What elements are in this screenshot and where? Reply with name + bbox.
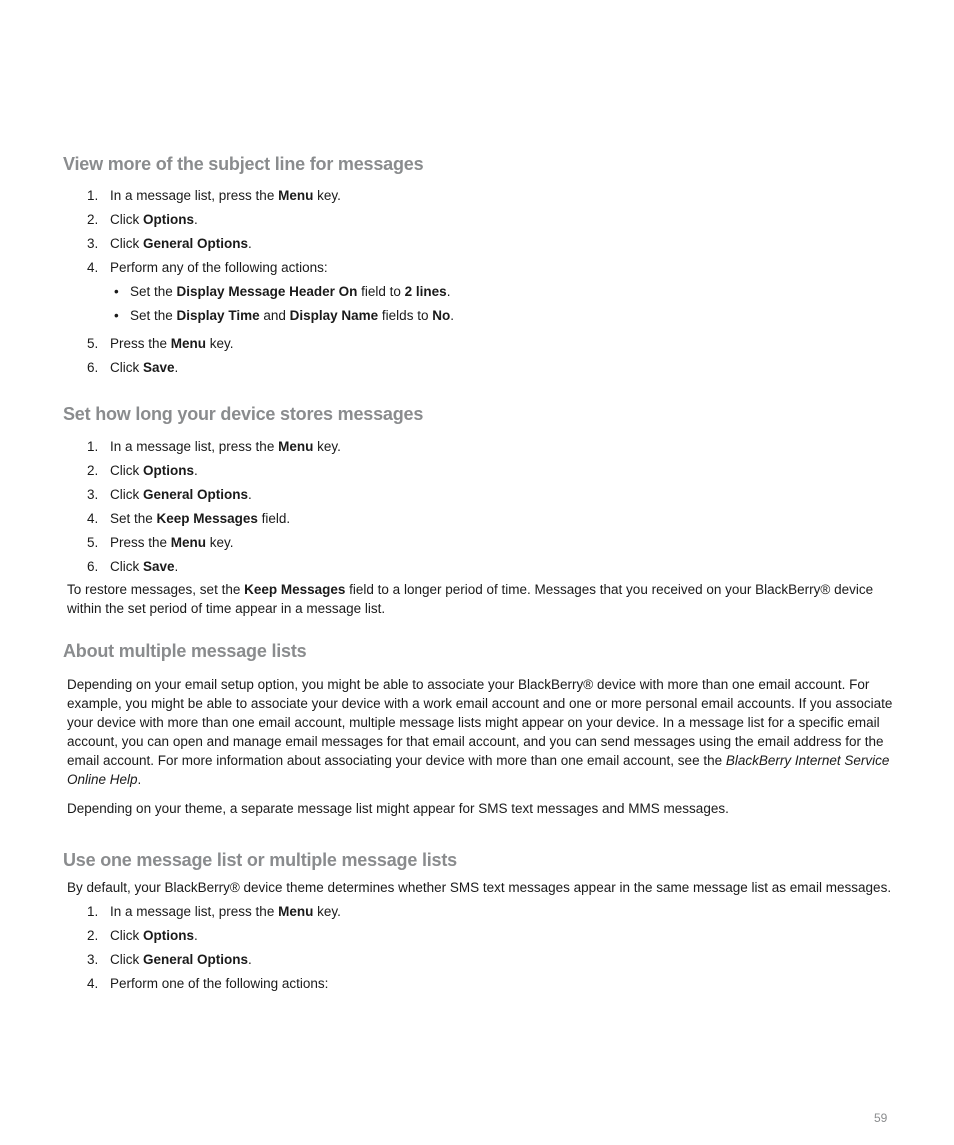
step-item: 3. Click General Options. <box>87 236 252 251</box>
step-item: 2. Click Options. <box>87 463 198 478</box>
steps-list <box>0 900 341 996</box>
step-item: 1. In a message list, press the Menu key. <box>87 188 341 203</box>
step-item: 6. Click Save. <box>87 559 179 574</box>
step-item: 1. In a message list, press the Menu key. <box>87 439 341 454</box>
section-heading: About multiple message lists <box>63 641 307 661</box>
steps-list <box>0 184 454 328</box>
section-heading: View more of the subject line for messages <box>63 154 424 174</box>
step-item: 5. Press the Menu key. <box>87 535 234 550</box>
steps-list <box>0 332 234 380</box>
step-item: 5. Press the Menu key. <box>87 336 234 351</box>
step-item: 2. Click Options. <box>87 928 198 943</box>
step-item: 3. Click General Options. <box>87 487 252 502</box>
section-heading: Use one message list or multiple message lists <box>63 850 457 870</box>
default-theme-paragraph: By default, your BlackBerry® device theme determines whether SMS text messages appear in the same message list as email messages. <box>67 880 892 895</box>
step-item: 4. Perform any of the following actions: <box>87 260 328 275</box>
step-item: 6. Click Save. <box>87 360 179 375</box>
section-heading: Set how long your device stores messages <box>63 404 424 424</box>
step-item: 2. Click Options. <box>87 212 198 227</box>
bullet-item: • Set the Display Message Header On field to 2 lines. <box>114 284 451 299</box>
step-item: 1. In a message list, press the Menu key. <box>87 904 341 919</box>
step-item: 3. Click General Options. <box>87 952 252 967</box>
restore-note: To restore messages, set the Keep Messages field to a longer period of time. Messages that you received on your BlackBerry® device within the set period of time appear in a message list. <box>67 582 874 616</box>
theme-paragraph: Depending on your theme, a separate message list might appear for SMS text messages and MMS messages. <box>67 801 729 816</box>
bullet-group <box>0 280 454 328</box>
bullet-item: • Set the Display Time and Display Name fields to No. <box>114 308 454 323</box>
step-item: 4. Perform one of the following actions: <box>87 976 329 991</box>
step-item: 4. Set the Keep Messages field. <box>87 511 291 526</box>
page-number: 59 <box>874 1111 888 1125</box>
steps-list <box>0 435 341 579</box>
multiple-lists-paragraph: Depending on your email setup option, you might be able to associate your BlackBerry® device with more than one email account. For example, you might be able to associate your device with a work email account and one or more personal email accounts. If you associate your device with more than one email account, multiple message lists might appear on your device. In a message list for a specific email account, you can open and manage email messages for that email account, and you can send messages using the email address for the email account. For more information about associating your device with more than one email account, see the BlackBerry Internet Service Online Help. <box>67 677 893 787</box>
